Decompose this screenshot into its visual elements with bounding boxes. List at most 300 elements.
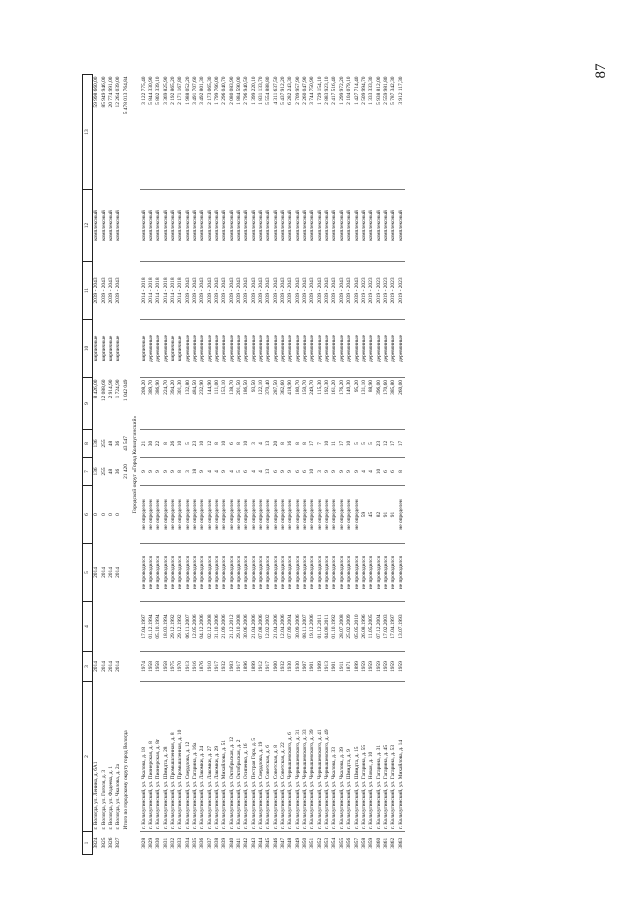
cell-address: г. Кольчугинский, ул. Чкалова, д. 39 (339, 682, 346, 832)
cell-record-no: 3830 (155, 832, 162, 855)
cell-address: г. Кольчугинский, ул. Чкалова, д. 18 (140, 682, 147, 832)
cell-wall-material: деревянные (155, 320, 162, 378)
cell-cost: 12 264 039,00 (115, 76, 122, 108)
cell-wall-material: деревянные (273, 320, 280, 378)
cell-repair-type: комплексный (353, 190, 360, 262)
cell-address: г. Кольчугинский, ул. Шмидта, д. 9 (346, 682, 353, 832)
cell-record-no: 3839 (221, 832, 228, 855)
cell-repair-type: комплексный (251, 190, 258, 262)
cell-last-repair: не проводился (229, 544, 236, 602)
cell-date: 01.12.1994 (148, 602, 155, 652)
cell-last-repair: не проводился (397, 544, 404, 602)
cell-repair-type: комплексный (383, 190, 390, 262)
cell-wall-material: деревянные (258, 320, 265, 378)
cell-wear: 0 (107, 513, 114, 516)
table-row (229, 75, 236, 855)
cell-apartments: 30 (148, 430, 155, 458)
cell-cost: 5 802 339,10 (155, 76, 162, 105)
total-body (122, 75, 140, 855)
cell-cost: 2 559 981,80 (382, 76, 389, 105)
cell-area: 180,70 (295, 378, 302, 430)
cell-period: 2039 - 2043 (214, 262, 221, 320)
cell-floors: 9 (339, 458, 346, 486)
cell-year-built: 1959 (383, 652, 390, 682)
cell-period: 2039 - 2043 (192, 262, 199, 320)
cell-floors: 4 (229, 458, 236, 486)
cell-period: 2019 - 2023 (368, 262, 375, 320)
column-number-8: 8 (83, 430, 93, 458)
cell-area: 418,90 (287, 378, 294, 430)
cell-wall-material: деревянные (302, 320, 309, 378)
cell-repair-type: комплексный (170, 190, 177, 262)
cell-year-built: 1911 (339, 652, 346, 682)
cell-wear: не определен (148, 486, 155, 544)
total-col13: 5 478 013 764,84 (122, 76, 129, 115)
table-row (390, 75, 397, 855)
cell-wall-material: кирпичные (93, 335, 100, 362)
cell-wear: не определен (353, 486, 360, 544)
cell-apartments: 5 (353, 430, 360, 458)
column-number-4: 4 (83, 602, 93, 652)
cell-address: г. Кольчугинский, ул. Гагарина, д. 53 (390, 682, 397, 832)
cell-cost: 2 192 865,20 (169, 76, 176, 105)
cell-apartments: 10 (346, 430, 353, 458)
cell-record-no: 3829 (148, 832, 155, 855)
cell-apartments: 10 (177, 430, 184, 458)
cell-year-built: 1899 (353, 652, 360, 682)
cell-period: 2039 - 2043 (331, 262, 338, 320)
cell-last-repair: не проводился (265, 544, 272, 602)
table-row (93, 75, 101, 855)
cell-wear: не определен (162, 486, 169, 544)
cell-floors: 4 (361, 458, 368, 486)
cell-record-no: 3846 (273, 832, 280, 855)
cell-area: 12 088,60 (100, 379, 107, 402)
cell-wall-material: деревянные (324, 320, 331, 378)
cell-wear: не определен (273, 486, 280, 544)
cell-wall-material: деревянные (309, 320, 316, 378)
cell-last-repair: не проводился (221, 544, 228, 602)
cell-year-built: 1970 (177, 652, 184, 682)
cell-wall-material: деревянные (162, 320, 169, 378)
cell-floors: 9 (287, 458, 294, 486)
cell-period: 2039 - 2043 (353, 262, 360, 320)
cell-wall-material: деревянные (339, 320, 346, 378)
column-number-10: 10 (83, 320, 93, 378)
cell-wall-material: деревянные (265, 320, 272, 378)
cell-apartments: 17 (390, 430, 397, 458)
cell-apartments: 3 (251, 430, 258, 458)
cell-cost: 1 333 333,30 (368, 76, 375, 105)
cell-address: г. Кольчугинский, ул. Лакомки, д. 24 (199, 682, 206, 832)
cell-area: 144,90 (206, 378, 213, 430)
cell-last-repair: не проводился (148, 544, 155, 602)
cell-date: 08.11.2007 (302, 602, 309, 652)
total-col7: 21 420 (122, 464, 129, 479)
cell-date: 18.03.1994 (162, 602, 169, 652)
cell-wall-material: кирпичные (100, 335, 107, 362)
cell-period: 2014 - 2018 (162, 262, 169, 320)
cell-apartments: 22 (155, 430, 162, 458)
cell-cost: 3 744 750,90 (309, 76, 316, 105)
cell-period: 2039 - 2043 (339, 262, 346, 320)
cell-last-repair: не проводился (302, 544, 309, 602)
cell-period: 2039 - 2043 (280, 262, 287, 320)
cell-address: г. Кольчугинский, ул. Советская, д. 22 (280, 682, 287, 832)
cell-floors: 4 (258, 458, 265, 486)
cell-floors: 9 (353, 458, 360, 486)
cell-period: 2014 - 2018 (155, 262, 162, 320)
cell-wall-material: кирпичные (107, 335, 114, 362)
column-number-header (83, 75, 93, 855)
table-row (375, 75, 382, 855)
cell-floors: 6 (273, 458, 280, 486)
cell-floors: 6 (295, 458, 302, 486)
page-number: 87 (593, 63, 609, 79)
cell-repair-type: комплексный (236, 190, 243, 262)
column-number-9: 9 (83, 378, 93, 430)
cell-area: 150,70 (302, 378, 309, 430)
cell-repair-type: комплексный (317, 190, 324, 262)
table-row (397, 75, 404, 855)
cell-address: г. Вологда, ул. Гоголя, д. 3 (100, 769, 107, 830)
cell-last-repair: не проводился (353, 544, 360, 602)
column-number-1: 1 (83, 832, 93, 855)
cell-address: г. Вологда, ул. Фадеева, д. 1 (107, 766, 114, 830)
cell-floors: 255 (100, 467, 107, 476)
cell-period: 2039 - 2043 (346, 262, 353, 320)
cell-year-built: 1930 (295, 652, 302, 682)
cell-date (100, 602, 107, 652)
cell-floors: 9 (221, 458, 228, 486)
cell-apartments: 8 (295, 430, 302, 458)
cell-cost: 3 491 707,60 (191, 76, 198, 105)
cell-area: 132,80 (184, 378, 191, 430)
cell-year-built: 1958 (155, 652, 162, 682)
cell-year-built: 2014 (93, 661, 100, 672)
cell-area: 208,20 (140, 378, 147, 430)
table-row (170, 75, 177, 855)
cell-date: 12.04.2006 (280, 602, 287, 652)
cell-period: 2039 - 2043 (324, 262, 331, 320)
cell-record-no: 3851 (309, 832, 316, 855)
cell-repair-type: комплексный (148, 190, 155, 262)
cell-wall-material: деревянные (287, 320, 294, 378)
total-row (122, 75, 130, 855)
cell-period: 2014 - 2018 (177, 262, 184, 320)
cell-last-repair: не проводился (339, 544, 346, 602)
cell-year-built: 1907 (302, 652, 309, 682)
cell-year-built: 1899 (251, 652, 258, 682)
cell-date: 31.10.2006 (214, 602, 221, 652)
cell-floors: 9 (199, 458, 206, 486)
cell-date: 30.06.2006 (243, 602, 250, 652)
cell-year-built: 1901 (331, 652, 338, 682)
cell-area: 111,00 (214, 378, 221, 430)
cell-apartments: 23 (192, 430, 199, 458)
rotated-table-container (82, 75, 552, 855)
total-col9: 1 042 049 (122, 379, 129, 402)
cell-area: 122,10 (258, 378, 265, 430)
cell-date: 21.09.2006 (221, 602, 228, 652)
cell-year-built: 1959 (368, 652, 375, 682)
cell-last-repair: 2014 (107, 567, 114, 578)
cell-period: 2039 - 2043 (206, 262, 213, 320)
cell-address: г. Кольчугинский, ул. Лакомки, д. 27 (206, 682, 213, 832)
cell-floors: 6 (302, 458, 309, 486)
cell-address: г. Вологда, ул. Ленина, д. 6А1 (93, 761, 100, 830)
cell-record-no: 3857 (353, 832, 360, 855)
cell-floors: 9 (280, 458, 287, 486)
cell-wear: не определен (243, 486, 250, 544)
cell-record-no: 3841 (236, 832, 243, 855)
cell-last-repair: не проводился (243, 544, 250, 602)
cell-floors: 6 (390, 458, 397, 486)
cell-year-built: 1917 (265, 652, 272, 682)
cell-area: 396,00 (375, 378, 382, 430)
cell-wear: не определен (331, 486, 338, 544)
cell-wall-material: деревянные (390, 320, 397, 378)
cell-year-built: 2014 (115, 661, 122, 672)
cell-repair-type: комплексный (214, 190, 221, 262)
cell-wear: не определен (397, 486, 404, 544)
cell-last-repair: не проводился (206, 544, 213, 602)
cell-floors: 4 (368, 458, 375, 486)
cell-wear: не определен (339, 486, 346, 544)
cell-floors: 9 (140, 458, 147, 486)
cell-last-repair: не проводился (383, 544, 390, 602)
cell-wear: не определен (346, 486, 353, 544)
cell-wear: не определен (192, 486, 199, 544)
cell-year-built: 1903 (229, 652, 236, 682)
table-row (206, 75, 213, 855)
cell-address: г. Кольчугинский, ул. Пионерская, д. 8 (148, 682, 155, 832)
table-row (177, 75, 184, 855)
cell-apartments: 10 (243, 430, 250, 458)
cell-repair-type: комплексный (302, 190, 309, 262)
table-row (162, 75, 169, 855)
cell-year-built: 1916 (192, 652, 199, 682)
cell-apartments: 6 (229, 430, 236, 458)
cell-repair-type: комплексный (361, 190, 368, 262)
table-row (280, 75, 287, 855)
cell-last-repair: не проводился (251, 544, 258, 602)
cell-cost: 20 774 991,00 (107, 76, 114, 108)
cell-address: г. Кольчугинский, ул. Свердлова, д. 12 (184, 682, 191, 832)
cell-floors: 9 (155, 458, 162, 486)
cell-area: 224,70 (162, 378, 169, 430)
cell-wall-material: деревянные (353, 320, 360, 378)
cell-repair-type: комплексный (93, 210, 100, 241)
cell-last-repair: не проводился (236, 544, 243, 602)
cell-apartments: 5 (368, 430, 375, 458)
cell-repair-type: комплексный (184, 190, 191, 262)
cell-floors: 4 (206, 458, 213, 486)
cell-area: 186,50 (243, 378, 250, 430)
cell-area: 2 914,90 (107, 379, 114, 399)
cell-record-no: 3852 (317, 832, 324, 855)
cell-wall-material: деревянные (331, 320, 338, 378)
cell-record-no: 3855 (339, 832, 346, 855)
table-row (258, 75, 265, 855)
cell-period: 2014 - 2018 (140, 262, 147, 320)
cell-wall-material: деревянные (214, 320, 221, 378)
cell-cost: 2 296 040,70 (221, 76, 228, 105)
cell-record-no: 3860 (375, 832, 382, 855)
cell-repair-type: комплексный (206, 190, 213, 262)
cell-floors: 48 (107, 468, 114, 475)
table-row (221, 75, 228, 855)
cell-record-no: 3845 (265, 832, 272, 855)
cell-wear: не определен (221, 486, 228, 544)
cell-wear: не определен (170, 486, 177, 544)
cell-area: 176,20 (339, 378, 346, 430)
cell-date: 19.12.2006 (309, 602, 316, 652)
cell-area: 249,70 (309, 378, 316, 430)
cell-wear: не определен (155, 486, 162, 544)
cell-year-built: 2014 (100, 661, 107, 672)
cell-area: 138,70 (229, 378, 236, 430)
cell-apartments: 12 (206, 430, 213, 458)
cell-period: 2039 - 2043 (295, 262, 302, 320)
cell-address: г. Кольчугинский, ул. Чернышевского, д. 49 (324, 682, 331, 832)
cell-date (108, 602, 115, 652)
table-row (324, 75, 331, 855)
cell-apartments: 12 (383, 430, 390, 458)
cell-cost: 4 311 637,50 (272, 76, 279, 105)
table-row (140, 75, 147, 855)
table-body-top (93, 75, 123, 855)
cell-wear: не определен (199, 486, 206, 544)
table-row (331, 75, 338, 855)
table-row (236, 75, 243, 855)
cell-record-no: 3847 (280, 832, 287, 855)
cell-date: 26.08.1996 (361, 602, 368, 652)
cell-area: 287,50 (273, 378, 280, 430)
cell-floors: 3 (184, 458, 191, 486)
cell-year-built: 2014 (107, 661, 114, 672)
cell-address: г. Кольчугинский, ул. Гагарина, д. 45 (383, 682, 390, 832)
cell-cost: 2 173 065,30 (206, 76, 213, 105)
cell-date: 07.09.2004 (287, 602, 294, 652)
cell-last-repair: не проводился (331, 544, 338, 602)
table-row (353, 75, 360, 855)
cell-repair-type: комплексный (324, 190, 331, 262)
cell-record-no: 3854 (331, 832, 338, 855)
cell-address: г. Кольчугинский, ул. Октябрьская, д. 2 (236, 682, 243, 832)
cell-year-built: 1876 (199, 652, 206, 682)
cell-record-no: 3825 (100, 837, 107, 849)
cell-address: г. Кольчугинский, ул. Чернышевского, д. 33 (302, 682, 309, 832)
cell-area: 1 724,90 (115, 379, 122, 399)
cell-date: 04.08.2011 (324, 602, 331, 652)
cell-repair-type: комплексный (339, 190, 346, 262)
cell-wear: не определен (184, 486, 191, 544)
cell-last-repair: не проводился (170, 544, 177, 602)
cell-period: 2014 - 2018 (148, 262, 155, 320)
cell-record-no: 3828 (140, 832, 147, 855)
cell-record-no: 3831 (162, 832, 169, 855)
cell-record-no: 3863 (397, 832, 404, 855)
cell-record-no: 3833 (177, 832, 184, 855)
table-row (192, 75, 199, 855)
cell-record-no: 3844 (258, 832, 265, 855)
cell-year-built: 1930 (287, 652, 294, 682)
cell-cost: 2 883 923,10 (324, 76, 331, 105)
cell-year-built: 1958 (162, 652, 169, 682)
cell-period: 2039 - 2043 (221, 262, 228, 320)
cell-period: 2039 - 2043 (302, 262, 309, 320)
cell-period: 2039 - 2043 (199, 262, 206, 320)
cell-period: 2039 - 2043 (229, 262, 236, 320)
cell-floors: 9 (331, 458, 338, 486)
table-row (265, 75, 272, 855)
cell-floors: 36 (115, 468, 122, 475)
cell-wall-material: деревянные (229, 320, 236, 378)
cell-record-no: 3850 (302, 832, 309, 855)
cell-period: 2019 - 2023 (361, 262, 368, 320)
cell-period: 2039 - 2043 (309, 262, 316, 320)
cell-apartments: 5 (184, 430, 191, 458)
cell-cost: 1 831 133,70 (258, 76, 265, 105)
cell-repair-type: комплексный (258, 190, 265, 262)
cell-record-no: 3827 (115, 837, 122, 849)
column-number-11: 11 (83, 262, 93, 320)
cell-area: 232,90 (199, 378, 206, 430)
table-row (287, 75, 294, 855)
cell-floors: 9 (162, 458, 169, 486)
table-row (100, 75, 107, 855)
cell-address: г. Кольчугинский, ул. Свердлова, д. 19 (258, 682, 265, 832)
cell-date: 17.04.1997 (390, 602, 397, 652)
cell-cost: 2 509 994,70 (360, 76, 367, 105)
cell-address: г. Кольчугинский, ул. Гагарина, д. 55 (361, 682, 368, 832)
cell-period: 2019 - 2023 (397, 262, 404, 320)
cell-year-built: 1913 (184, 652, 191, 682)
cell-wall-material: деревянные (280, 320, 287, 378)
cell-year-built: 1896 (243, 652, 250, 682)
cell-last-repair: не проводился (280, 544, 287, 602)
cell-date: 05.05.2010 (353, 602, 360, 652)
cell-cost: 2 171 167,80 (177, 76, 184, 105)
cell-last-repair: не проводился (368, 544, 375, 602)
cell-cost: 85 949 946,00 (100, 76, 107, 108)
cell-wear: 0 (93, 513, 100, 516)
cell-date: 02.12.2008 (206, 602, 213, 652)
cell-address: г. Кольчугинский, ул. Пионерская, д. 8г (155, 682, 162, 832)
cell-area: 201,50 (236, 378, 243, 430)
cell-period: 2039 - 2043 (115, 277, 122, 304)
cell-address: г. Кольчугинский, ул. Пестрая Гора, д. 5 (251, 682, 258, 832)
cell-floors: 8 (397, 458, 404, 486)
cell-wear: 0 (100, 513, 107, 516)
cell-address: г. Вологда, ул. Чкалова, д. 2а (115, 764, 122, 830)
cell-year-built: 1917 (236, 652, 243, 682)
cell-date (93, 602, 101, 652)
cell-floors: 10 (309, 458, 316, 486)
cell-repair-type: комплексный (287, 190, 294, 262)
cell-apartments: 8 (162, 430, 169, 458)
cell-wear: не определен (302, 486, 309, 544)
cell-floors: 9 (346, 458, 353, 486)
cell-record-no: 3835 (192, 832, 199, 855)
table-row (214, 75, 221, 855)
cell-wear: 91 (390, 486, 397, 544)
cell-address: г. Кольчугинский, ул. Промышленная, д. 8 (170, 682, 177, 832)
cell-area: 170,60 (383, 378, 390, 430)
column-number-7: 7 (83, 458, 93, 486)
cell-repair-type: комплексный (243, 190, 250, 262)
